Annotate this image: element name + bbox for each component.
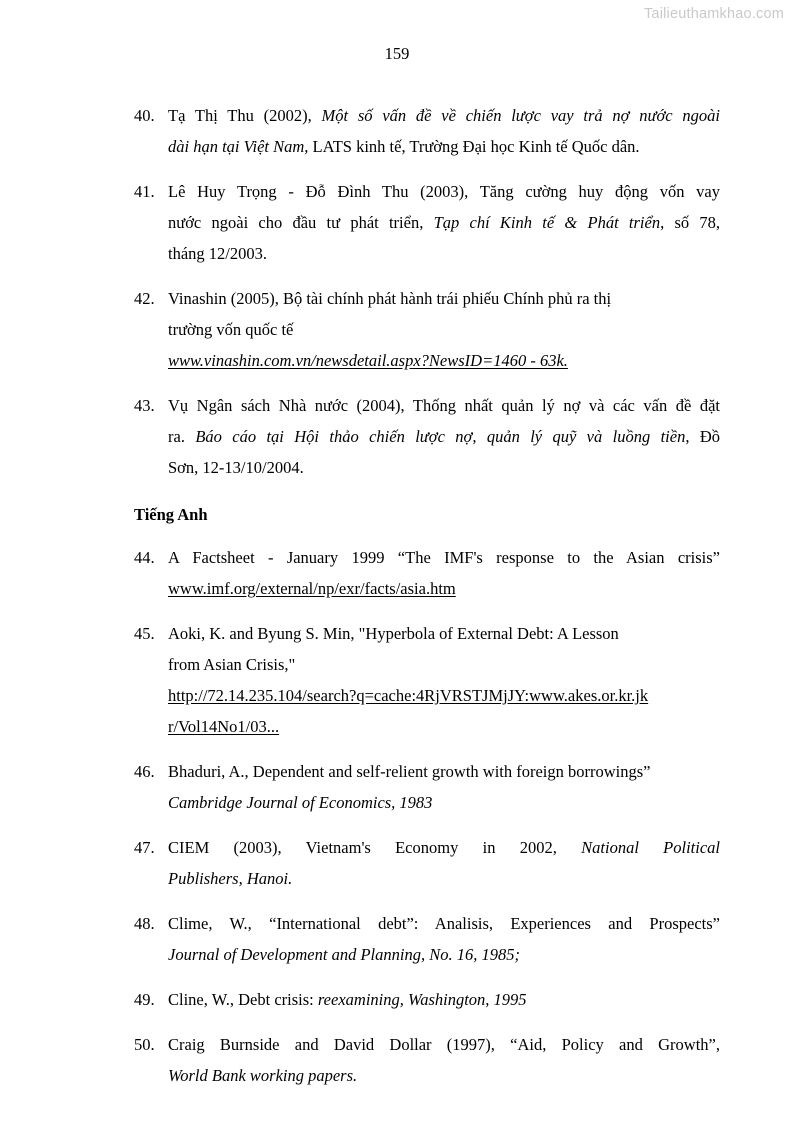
reference-text — [168, 908, 720, 970]
reference-text-run: Báo cáo tại Hội thảo chiến lược nợ, quản lý quỹ và luồng tiền — [195, 427, 686, 446]
reference-text-run: World Bank working papers. — [168, 1066, 358, 1085]
reference-list-english — [134, 542, 720, 1091]
reference-text-run: Sơn, 12-13/10/2004. — [168, 458, 304, 477]
reference-text-run: Cambridge Journal of Economics, 1983 — [168, 793, 433, 812]
reference-line — [168, 100, 720, 131]
reference-line — [168, 283, 720, 314]
reference-text-run: , Đồ — [685, 427, 720, 446]
reference-text — [168, 618, 720, 742]
reference-line — [168, 542, 720, 573]
reference-number: 50. — [134, 1035, 155, 1054]
reference-text-run: trường vốn quốc tế — [168, 320, 294, 339]
reference-entry — [134, 390, 720, 483]
reference-line — [168, 908, 720, 939]
reference-entry — [134, 176, 720, 269]
reference-line — [168, 832, 720, 863]
reference-text-run: dài hạn tại Việt Nam, — [168, 137, 309, 156]
reference-line — [168, 238, 720, 269]
reference-entry — [134, 908, 720, 970]
reference-text-run: Cline, W., Debt crisis: — [168, 990, 318, 1009]
reference-url[interactable]: r/Vol14No1/03... — [168, 717, 280, 736]
reference-text-run: Journal of Development and Planning, No. 16, 1985; — [168, 945, 520, 964]
reference-line — [168, 314, 720, 345]
reference-entry — [134, 1029, 720, 1091]
reference-line — [168, 390, 720, 421]
reference-line — [168, 452, 720, 483]
reference-line — [168, 756, 720, 787]
reference-number: 41. — [134, 182, 155, 201]
reference-number: 47. — [134, 838, 155, 857]
reference-url[interactable]: http://72.14.235.104/search?q=cache:4RjVRSTJMjJY:www.akes.or.kr.jk — [168, 686, 649, 705]
reference-text-run: Publishers, Hanoi. — [168, 869, 293, 888]
reference-line — [168, 618, 720, 649]
reference-text-run: Aoki, K. and Byung S. Min, "Hyperbola of External Debt: A Lesson — [168, 624, 619, 643]
reference-text — [168, 100, 720, 162]
reference-text-run: LATS kinh tế, Trường Đại học Kinh tế Quốc dân. — [308, 137, 640, 156]
reference-line — [168, 176, 720, 207]
reference-number: 43. — [134, 396, 155, 415]
reference-entry — [134, 984, 720, 1015]
reference-list-vietnamese — [134, 100, 720, 483]
reference-text — [168, 756, 720, 818]
reference-number: 46. — [134, 762, 155, 781]
reference-text-run: ra. — [168, 427, 196, 446]
reference-entry — [134, 618, 720, 742]
reference-line — [168, 421, 720, 452]
reference-number: 40. — [134, 106, 155, 125]
reference-text-run: A Factsheet - January 1999 “The IMF's response to the Asian crisis” — [168, 548, 720, 567]
reference-entry — [134, 542, 720, 604]
reference-text-run: nước ngoài cho đầu tư phát triển, — [168, 213, 434, 232]
reference-text-run: Bhaduri, A., Dependent and self-relient growth with foreign borrowings” — [168, 762, 651, 781]
reference-line — [168, 573, 720, 604]
reference-text-run: National Political — [581, 838, 720, 857]
reference-line — [168, 863, 720, 894]
reference-text-run: Clime, W., “International debt”: Analisis, Experiences and Prospects” — [168, 914, 720, 933]
reference-line — [168, 131, 720, 162]
reference-url[interactable]: www.imf.org/external/np/exr/facts/asia.htm — [168, 579, 456, 598]
reference-text-run: CIEM (2003), Vietnam's Economy in 2002, — [168, 838, 582, 857]
reference-line — [168, 649, 720, 680]
reference-entry — [134, 832, 720, 894]
section-heading-english: Tiếng Anh — [134, 505, 208, 524]
reference-entry — [134, 100, 720, 162]
reference-line — [168, 939, 720, 970]
reference-text — [168, 390, 720, 483]
reference-text — [168, 832, 720, 894]
reference-text-run: Vụ Ngân sách Nhà nước (2004), Thống nhất quản lý nợ và các vấn đề đặt — [168, 396, 720, 415]
reference-entry — [134, 283, 720, 376]
reference-line — [168, 207, 720, 238]
reference-text-run: Tạ Thị Thu (2002), — [168, 106, 322, 125]
reference-line — [168, 680, 720, 711]
reference-number: 44. — [134, 548, 155, 567]
reference-text-run: Vinashin (2005), Bộ tài chính phát hành trái phiếu Chính phủ ra thị — [168, 289, 612, 308]
reference-line — [168, 1029, 720, 1060]
reference-number: 49. — [134, 990, 155, 1009]
reference-text — [168, 984, 720, 1015]
reference-text-run: Một số vấn đề về chiến lược vay trả nợ nước ngoài — [321, 106, 720, 125]
reference-number: 45. — [134, 624, 155, 643]
reference-url[interactable]: www.vinashin.com.vn/newsdetail.aspx?NewsID=1460 - 63k. — [168, 351, 568, 370]
reference-entry — [134, 756, 720, 818]
reference-line — [168, 984, 720, 1015]
page-number: 159 — [384, 44, 410, 63]
reference-line — [168, 345, 720, 376]
reference-text-run: reexamining, Washington, 1995 — [317, 990, 527, 1009]
reference-line — [168, 787, 720, 818]
reference-line — [168, 1060, 720, 1091]
reference-text — [168, 283, 720, 376]
reference-text-run: tháng 12/2003. — [168, 244, 267, 263]
reference-text-run: Lê Huy Trọng - Đỗ Đình Thu (2003), Tăng cường huy động vốn vay — [168, 182, 720, 201]
watermark-label: Tailieuthamkhao.com — [643, 6, 784, 22]
reference-line — [168, 711, 720, 742]
reference-text — [168, 176, 720, 269]
reference-text-run: Tạp chí Kinh tế & Phát triển — [433, 213, 661, 232]
reference-number: 48. — [134, 914, 155, 933]
reference-text-run: Craig Burnside and David Dollar (1997), “Aid, Policy and Growth”, — [168, 1035, 720, 1054]
bibliography-content — [134, 100, 720, 1091]
reference-text — [168, 542, 720, 604]
reference-text-run: from Asian Crisis," — [168, 655, 296, 674]
reference-number: 42. — [134, 289, 155, 308]
reference-text — [168, 1029, 720, 1091]
reference-text-run: , số 78, — [660, 213, 721, 232]
